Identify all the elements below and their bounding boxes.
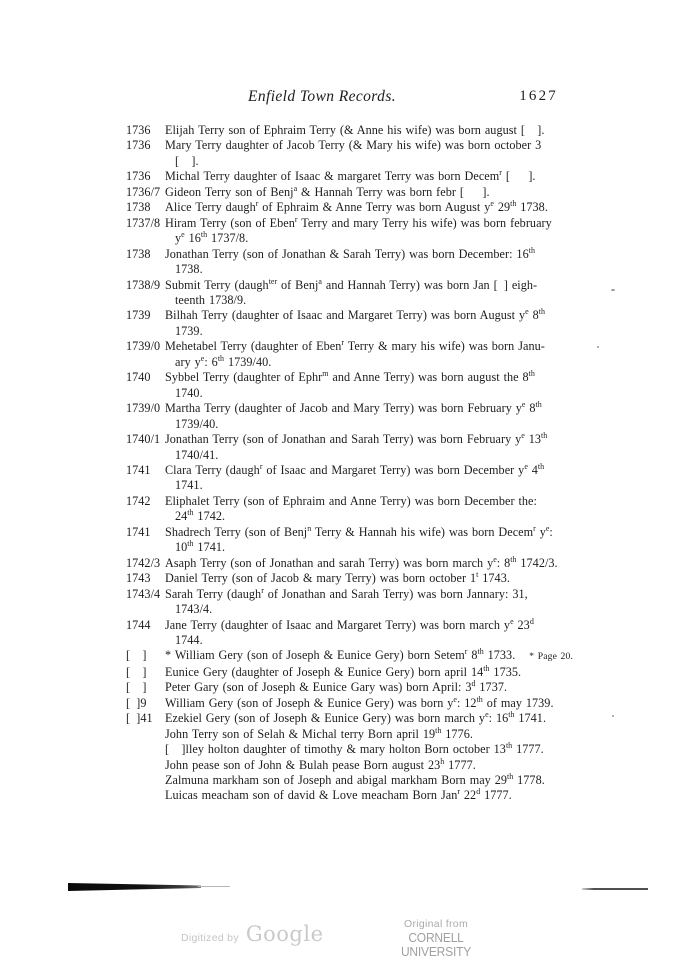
record-year: 1742 (126, 493, 151, 508)
record-row (126, 494, 562, 525)
record-text (165, 432, 562, 463)
record-line: 1739/40. (175, 416, 219, 431)
record-line: teenth 1738/9. (175, 292, 247, 307)
record-year: 1740 (126, 370, 151, 385)
record-line: ary $y^e$: 6th 1739/40. (175, 353, 272, 369)
digitized-by-credit (181, 922, 324, 946)
record-text (165, 773, 562, 788)
record-year: 1737/8 (126, 215, 161, 230)
record-line: Alice Terry daugh$^r$ of Ephraim & Anne Terry was born August $y^e$ 29th 1738. (165, 199, 548, 215)
record-text (165, 278, 562, 309)
record-text (165, 525, 562, 556)
record-line: Bilhah Terry (daughter of Isaac and Margaret Terry) was born August $y^e$ 8th (165, 307, 545, 323)
record-year: 1739/0 (126, 401, 161, 416)
record-line: John pease son of John & Bulah pease Born august 23$^h$ 1777. (165, 756, 476, 772)
record-year: 1743 (126, 571, 151, 586)
record-row (126, 247, 562, 278)
record-year: 1739/0 (126, 339, 161, 354)
record-text (165, 370, 562, 401)
page-header (126, 88, 562, 108)
record-text (165, 138, 562, 169)
record-row (126, 727, 562, 742)
record-line: [ ]lley holton daughter of timothy & mary holton Born october 13th 1777. (165, 741, 544, 757)
record-line: [ ]. (175, 153, 199, 168)
record-row (126, 618, 562, 649)
scan-artifact-bar (68, 883, 201, 891)
record-row (126, 556, 562, 571)
record-text (165, 727, 562, 742)
record-line: Mehetabel Terry (daughter of Eben$^r$ Terry & mary his wife) was born Janu- (165, 338, 545, 354)
record-row (126, 216, 562, 247)
record-year: 1738 (126, 246, 151, 261)
scan-artifact-bar-tail (198, 886, 230, 887)
original-from-label: Original from (404, 918, 468, 930)
record-text (165, 788, 562, 803)
record-row (126, 339, 562, 370)
record-row (126, 680, 562, 695)
record-row (126, 401, 562, 432)
record-text (165, 758, 562, 773)
record-line: 1741. (175, 478, 203, 493)
record-year: [ ] (126, 648, 147, 663)
record-year: 1743/4 (126, 586, 161, 601)
record-line: Hiram Terry (son of Eben$^r$ Terry and mary Terry his wife) was born february (165, 214, 552, 230)
record-row (126, 525, 562, 556)
record-text (165, 247, 562, 278)
record-line: Sarah Terry (daugh$^r$ of Jonathan and Sarah Terry) was born Jannary: 31, (165, 585, 528, 601)
page-content (126, 88, 574, 804)
institution-label: CORNELL UNIVERSITY (400, 931, 472, 957)
record-year: 1736 (126, 123, 151, 137)
record-line: Luicas meacham son of david & Love meacham Born Jan$^r$ 22$^d$ 1777. (165, 787, 512, 803)
record-text (165, 571, 562, 586)
record-year: 1741 (126, 524, 151, 539)
record-row (126, 308, 562, 339)
record-line: Mary Terry daughter of Jacob Terry (& Mary his wife) was born october 3 (165, 138, 542, 153)
original-from-credit (377, 918, 495, 957)
record-note: * Page 20. (529, 651, 574, 663)
record-line: 1740/41. (175, 447, 219, 462)
record-text (165, 647, 574, 664)
record-row (126, 200, 562, 215)
record-text (165, 665, 562, 680)
record-year: [ ]41 (126, 711, 153, 726)
record-row (126, 169, 562, 184)
record-line: Eliphalet Terry (son of Ephraim and Anne Terry) was born December the: (165, 493, 537, 508)
record-year: [ ] (126, 664, 147, 679)
record-text (165, 680, 562, 695)
record-row (126, 123, 562, 138)
record-year: 1742/3 (126, 555, 161, 570)
record-line: Jonathan Terry (son of Jonathan & Sarah Terry) was born December: 16th (165, 245, 535, 261)
record-line: Ezekiel Gery (son of Joseph & Eunice Gery) was born march $y^e$: 16th 1741. (165, 710, 547, 726)
record-line: Jonathan Terry (son of Jonathan and Sarah Terry) was born February $y^e$ 13th (165, 431, 548, 447)
record-line: 1744. (175, 632, 203, 647)
record-year: 1738/9 (126, 277, 161, 292)
google-logo: Google (245, 922, 324, 946)
record-line: Gideon Terry son of Benj$^a$ & Hannah Terry was born febr [ ]. (165, 183, 490, 199)
record-row (126, 463, 562, 494)
record-year: 1739 (126, 308, 151, 323)
record-year: 1740/1 (126, 432, 161, 447)
record-text (165, 169, 562, 184)
record-text (165, 308, 562, 339)
record-line: William Gery (son of Joseph & Eunice Gery) was born $y^e$: 12th of may 1739. (165, 694, 554, 710)
record-year: [ ] (126, 680, 147, 695)
record-text (165, 216, 562, 247)
record-line: Peter Gary (son of Joseph & Eunice Gary was) born April: 3$^d$ 1737. (165, 679, 508, 695)
record-text (165, 401, 562, 432)
record-line: Jane Terry (daughter of Isaac and Margaret Terry) was born march $y^e$ 23$^d$ (165, 616, 534, 632)
record-year: 1736/7 (126, 184, 161, 199)
page-title: Enfield Town Records. (247, 88, 397, 105)
digitized-by-label: Digitized by (181, 932, 239, 944)
record-line: * William Gery (son of Joseph & Eunice Gery) born Setem$^r$ 8th 1733. * Page 20. (165, 647, 574, 663)
record-text (165, 696, 562, 711)
record-line: Clara Terry (daugh$^r$ of Isaac and Margaret Terry) was born December $y^e$ 4th (165, 461, 545, 477)
record-row (126, 370, 562, 401)
record-year: 1744 (126, 617, 151, 632)
scan-artifact-line (582, 888, 648, 890)
scan-speck (612, 715, 614, 717)
record-line: $y^e$ 16th 1737/8. (175, 230, 249, 246)
record-row (126, 665, 562, 680)
record-line: 24th 1742. (175, 508, 226, 524)
page-number: 1627 (519, 88, 558, 104)
birth-records-list (126, 123, 574, 804)
record-line: 1740. (175, 385, 203, 400)
record-line: 10th 1741. (175, 539, 226, 555)
record-row (126, 138, 562, 169)
record-line: Shadrech Terry (son of Benj$^n$ Terry & Hannah his wife) was born Decem$^r$ $y^e$: (165, 523, 553, 539)
record-text (165, 463, 562, 494)
record-row (126, 788, 562, 803)
record-line: Zalmuna markham son of Joseph and abigal markham Born may 29th 1778. (165, 771, 545, 788)
record-line: Daniel Terry (son of Jacob & mary Terry) was born october 1$^t$ 1743. (165, 570, 510, 586)
record-line: Michal Terry daughter of Isaac & margaret Terry was born Decem$^r$ [ ]. (165, 168, 536, 184)
record-line: Martha Terry (daughter of Jacob and Mary Terry) was born February $y^e$ 8th (165, 400, 542, 416)
record-year: 1736 (126, 138, 151, 153)
record-year: 1738 (126, 200, 151, 215)
record-line: Elijah Terry son of Ephraim Terry (& Anne his wife) was born august [ ]. (165, 123, 545, 137)
record-line: Sybbel Terry (daughter of Ephr$^m$ and Anne Terry) was born august the 8th (165, 369, 535, 385)
record-text (165, 587, 562, 618)
record-row (126, 571, 562, 586)
record-row (126, 432, 562, 463)
record-line: 1739. (175, 323, 203, 338)
record-text (165, 185, 562, 200)
scan-speck (597, 346, 599, 348)
record-text (165, 711, 562, 726)
record-line: Eunice Gery (daughter of Joseph & Eunice Gery) born april 14th 1735. (165, 663, 522, 679)
record-year: 1741 (126, 462, 151, 477)
record-line: Asaph Terry (son of Jonathan and sarah Terry) was born march $y^e$: 8th 1742/3. (165, 554, 558, 570)
record-row (126, 773, 562, 788)
record-row (126, 185, 562, 200)
record-row (126, 696, 562, 711)
record-text (165, 618, 562, 649)
scan-speck (611, 289, 615, 291)
record-text (165, 742, 562, 757)
record-row (126, 758, 562, 773)
record-line: John Terry son of Selah & Michal terry Born april 19th 1776. (165, 725, 473, 741)
record-row (126, 742, 562, 757)
record-year: 1736 (126, 169, 151, 184)
record-year: [ ]9 (126, 695, 147, 710)
record-text (165, 494, 562, 525)
record-text (165, 123, 562, 138)
record-row (126, 278, 562, 309)
record-text (165, 200, 562, 215)
record-row (126, 711, 562, 726)
record-row (126, 647, 574, 664)
record-text (165, 339, 562, 370)
record-row (126, 587, 562, 618)
record-line: 1743/4. (175, 602, 213, 617)
record-line: 1738. (175, 262, 203, 277)
record-line: Submit Terry (daugh$^{ter}$ of Benj$^a$ and Hannah Terry) was born Jan [ ] eigh- (165, 276, 538, 292)
record-text (165, 556, 562, 571)
